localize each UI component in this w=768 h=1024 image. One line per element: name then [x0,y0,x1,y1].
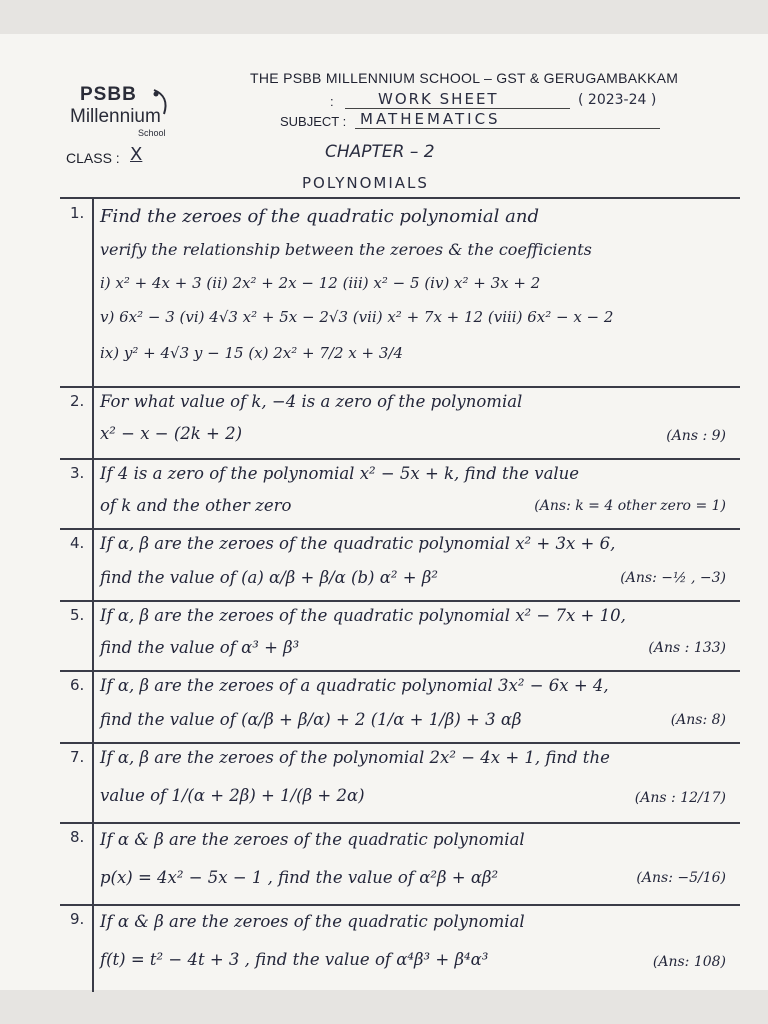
school-name: THE PSBB MILLENNIUM SCHOOL – GST & GERUGAMBAKKAM [250,70,679,86]
question-text: f(t) = t² − 4t + 3 , find the value of α⁴β³ + β⁴α³ [100,950,489,969]
question-text: If α, β are the zeroes of a quadratic polynomial 3x² − 6x + 4, [100,676,609,695]
question-number: 6. [70,676,85,694]
question-8 [60,824,740,904]
logo-psbb-text: PSBB [80,84,137,105]
answer-text: (Ans: 8) [670,712,726,728]
question-text: If 4 is a zero of the polynomial x² − 5x + k, find the value [100,464,580,483]
logo-millennium-text: Millennium [70,106,161,127]
question-text: Find the zeroes of the quadratic polynomial and [100,206,539,227]
question-number: 5. [70,606,85,624]
class-value: X [130,144,143,165]
question-number: 8. [70,828,85,846]
question-number: 4. [70,534,85,552]
question-text: find the value of (α/β + β/α) + 2 (1/α + 1/β) + 3 αβ [100,710,522,729]
question-text: value of 1/(α + 2β) + 1/(β + 2α) [100,786,365,805]
answer-text: (Ans : 133) [648,640,726,656]
question-text: For what value of k, −4 is a zero of the polynomial [100,392,523,411]
question-text: If α & β are the zeroes of the quadratic polynomial [100,830,525,849]
academic-year: ( 2023-24 ) [578,92,657,108]
question-text: find the value of (a) α/β + β/α (b) α² + β² [100,568,438,587]
subject-label: SUBJECT : [280,114,347,129]
worksheet-page [0,34,768,990]
answer-text: (Ans : 9) [666,428,726,444]
subject-value: MATHEMATICS [360,110,501,128]
question-part: v) 6x² − 3 (vi) 4√3 x² + 5x − 2√3 (vii) x² + 7x + 12 (viii) 6x² − x − 2 [100,308,614,326]
question-text: x² − x − (2k + 2) [100,424,243,443]
question-number: 7. [70,748,85,766]
answer-text: (Ans: k = 4 other zero = 1) [534,498,726,514]
chapter-number: CHAPTER – 2 [325,142,435,162]
question-number: 9. [70,910,85,928]
answer-text: (Ans : 12/17) [634,790,726,806]
question-text: p(x) = 4x² − 5x − 1 , find the value of α²β + αβ² [100,868,499,887]
school-logo [62,84,182,146]
question-text: If α & β are the zeroes of the quadratic polynomial [100,912,525,931]
rule-line [60,197,740,199]
question-number: 2. [70,392,85,410]
answer-text: (Ans: −½ , −3) [620,570,726,586]
sheet-prefix: : [330,94,334,109]
question-9 [60,906,740,990]
question-text: If α, β are the zeroes of the quadratic polynomial x² + 3x + 6, [100,534,616,553]
question-1 [60,200,740,386]
question-text: verify the relationship between the zeroes & the coefficients [100,240,592,259]
question-part: ix) y² + 4√3 y − 15 (x) 2x² + 7/2 x + 3/4 [100,344,403,362]
chapter-title: POLYNOMIALS [302,174,429,192]
question-text: If α, β are the zeroes of the quadratic polynomial x² − 7x + 10, [100,606,626,625]
question-7 [60,744,740,822]
sheet-type: WORK SHEET [378,90,499,108]
question-text: of k and the other zero [100,496,292,515]
logo-school-text: School [138,128,166,138]
answer-text: (Ans: 108) [652,954,726,970]
question-2 [60,388,740,458]
question-6 [60,672,740,742]
subject-underline [355,128,660,129]
answer-text: (Ans: −5/16) [636,870,726,886]
question-5 [60,602,740,670]
class-label: CLASS : [66,150,120,166]
question-number: 1. [70,204,85,222]
question-3 [60,460,740,528]
question-4 [60,530,740,600]
question-text: find the value of α³ + β³ [100,638,300,657]
worksheet-header [0,34,768,194]
question-number: 3. [70,464,85,482]
question-part: i) x² + 4x + 3 (ii) 2x² + 2x − 12 (iii) x² − 5 (iv) x² + 3x + 2 [100,274,541,292]
sheet-underline [345,108,570,109]
question-text: If α, β are the zeroes of the polynomial 2x² − 4x + 1, find the [100,748,610,767]
